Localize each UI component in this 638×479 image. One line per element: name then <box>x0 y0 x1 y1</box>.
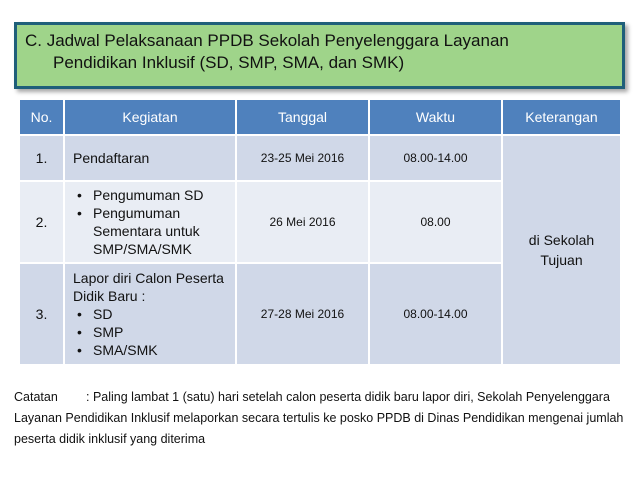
keterangan-cell <box>502 135 621 365</box>
schedule-table <box>18 98 622 366</box>
row-tanggal: 27-28 Mei 2016 <box>236 263 369 365</box>
row-tanggal: 23-25 Mei 2016 <box>236 135 369 181</box>
row-tanggal: 26 Mei 2016 <box>236 181 369 263</box>
row-kegiatan <box>64 181 236 263</box>
table-header-row <box>19 99 621 135</box>
list-item: • Pengumuman Sementara untuk SMP/SMA/SMK <box>93 204 235 258</box>
header-tanggal: Tanggal <box>236 99 369 135</box>
row-intro: Lapor diri Calon Peserta Didik Baru : <box>73 270 224 304</box>
section-title <box>14 22 625 89</box>
note-text <box>14 387 629 450</box>
list-item: • Pengumuman SD <box>93 186 235 204</box>
keterangan-line-1: di Sekolah <box>528 232 595 248</box>
row-waktu: 08.00-14.00 <box>369 135 502 181</box>
list-item: • SD <box>93 305 235 323</box>
list-item: • SMA/SMK <box>93 341 235 359</box>
header-no: No. <box>19 99 64 135</box>
row-number: 1. <box>19 135 64 181</box>
bullet-list <box>73 186 235 258</box>
bullet-list <box>73 305 235 359</box>
row-number: 3. <box>19 263 64 365</box>
header-kegiatan: Kegiatan <box>64 99 236 135</box>
note-label: Catatan <box>14 390 58 404</box>
row-waktu: 08.00 <box>369 181 502 263</box>
keterangan-line-2: Tujuan <box>540 252 583 268</box>
note-body: : Paling lambat 1 (satu) hari setelah calon peserta didik baru lapor diri, Sekolah Penyelenggara Layanan Pendidikan Inklusif melaporkan secara tertulis ke posko PPDB di Dinas Pendidikan mengenai jumlah peserta didik inklusif yang diterima <box>14 390 624 446</box>
header-waktu: Waktu <box>369 99 502 135</box>
row-kegiatan <box>64 263 236 365</box>
list-item: • SMP <box>93 323 235 341</box>
table-row <box>19 135 621 181</box>
title-line-2: Pendidikan Inklusif (SD, SMP, SMA, dan SMK) <box>53 53 405 72</box>
header-keterangan: Keterangan <box>502 99 621 135</box>
row-waktu: 08.00-14.00 <box>369 263 502 365</box>
row-kegiatan: Pendaftaran <box>64 135 236 181</box>
row-number: 2. <box>19 181 64 263</box>
title-line-1: C. Jadwal Pelaksanaan PPDB Sekolah Penyelenggara Layanan <box>25 31 509 50</box>
